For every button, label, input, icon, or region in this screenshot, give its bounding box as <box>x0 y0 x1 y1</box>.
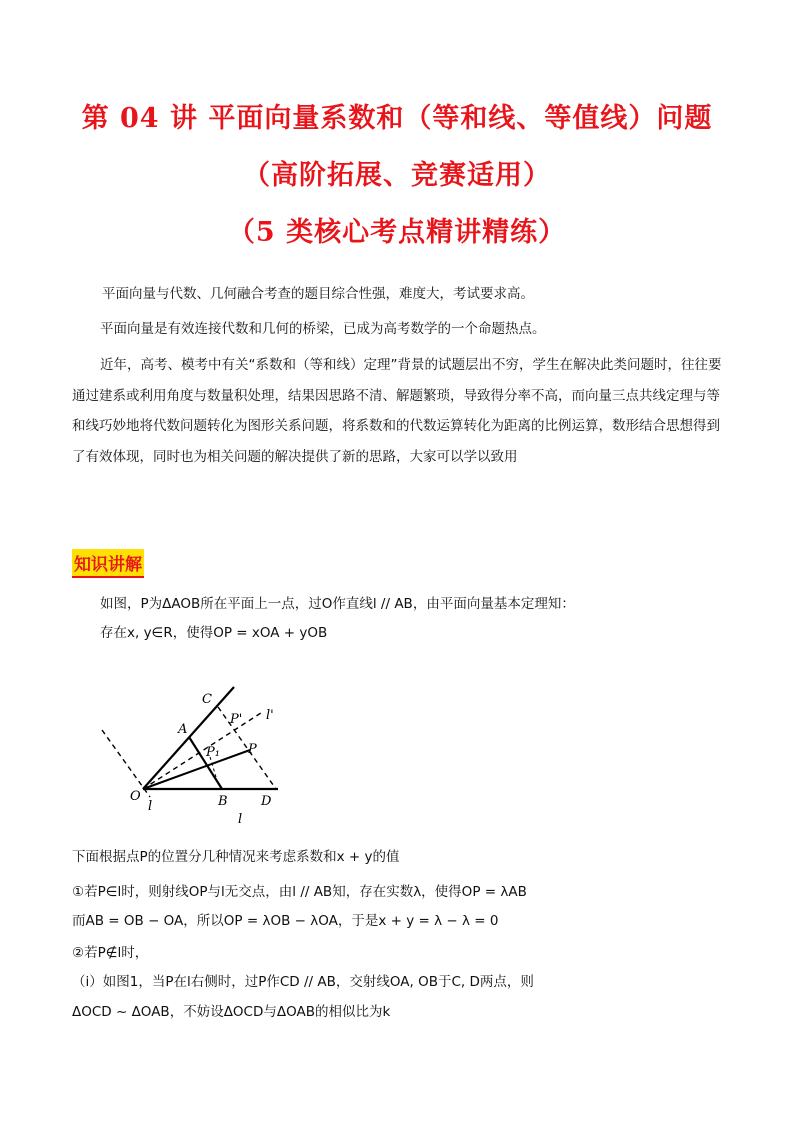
body-line-1: 如图，P为ΔAOB所在平面上一点，过O作直线l // AB，由平面向量基本定理知： <box>100 596 575 612</box>
label-l-prime: l' <box>266 708 274 723</box>
intro-paragraph-1: 平面向量与代数、几何融合考查的题目综合性强，难度大，考试要求高。 <box>102 286 534 302</box>
body-line-8: ΔOCD ~ ΔOAB，不妨设ΔOCD与ΔOAB的相似比为k <box>72 1004 391 1020</box>
label-l-under: l <box>238 812 243 825</box>
label-p1: P₁ <box>206 745 220 760</box>
title-line-2: （高阶拓展、竞赛适用） <box>243 160 551 191</box>
label-a: A <box>178 722 188 737</box>
intro-paragraph-3: 近年，高考、模考中有关“系数和（等和线）定理”背景的试题层出不穷，学生在解决此类问题时，往往要通过建系或利用角度与数量积处理，结果因思路不清、解题繁琐，导致得分率不高，而向量三点共线定理与等和线巧妙地将代数问题转化为图形关系问题，将系数和的代数运算转化为距离的比例运算，数形结合思想得到了有效体现，同时也为相关问题的解决提供了新的思路，大家可以学以致用 <box>72 357 722 465</box>
body-line-6: ②若P∉l时， <box>72 945 149 961</box>
label-b: B <box>218 794 228 809</box>
body-line-7: （i）如图1，当P在l右侧时，过P作CD // AB，交射线OA, OB于C, D两点，则 <box>72 974 534 990</box>
body-line-5: 而AB = OB − OA，所以OP = λOB − λOA，于是x + y = λ − λ = 0 <box>72 913 499 929</box>
body-line-3: 下面根据点P的位置分几种情况来考虑系数和x + y的值 <box>72 849 400 865</box>
label-o: O <box>130 789 141 804</box>
label-p: P <box>248 742 257 757</box>
intro-paragraph-2: 平面向量是有效连接代数和几何的桥梁，已成为高考数学的一个命题热点。 <box>100 321 546 337</box>
title-line-3: （5 类核心考点精讲精练） <box>227 217 567 248</box>
label-p-prime: P' <box>230 712 243 727</box>
body-line-2: 存在x, y∈R，使得OP = xOA + yOB <box>100 625 328 641</box>
section-badge: 知识讲解 <box>72 549 144 578</box>
label-l-bottom: l <box>148 799 153 814</box>
title-line-1: 第 04 讲 平面向量系数和（等和线、等值线）问题 <box>81 103 713 134</box>
geometry-figure <box>98 685 298 825</box>
label-d: D <box>261 794 272 809</box>
line-l-dashed <box>102 730 150 797</box>
body-line-4: ①若P∈l时，则射线OP与l无交点，由l // AB知，存在实数λ，使得OP = λAB <box>72 884 527 900</box>
label-c: C <box>202 692 212 707</box>
